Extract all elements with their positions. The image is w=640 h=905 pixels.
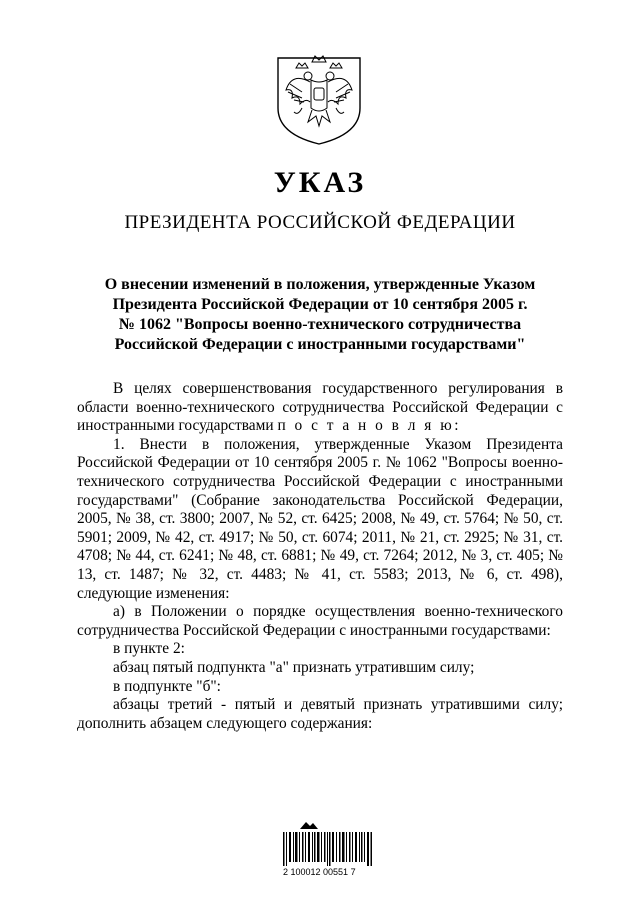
document-title: [70, 275, 570, 355]
intro-text: В целях совершенствования государственного регулирования в области военно-технического сотрудничества Российской Федерации с иностранными государствами: [77, 380, 563, 435]
barcode-number: 2 100012 00551 7: [283, 867, 356, 877]
intro-paragraph: [77, 380, 563, 436]
point-2-line: в пункте 2:: [113, 640, 185, 658]
document-body: [77, 380, 563, 733]
add-paragraph-line: дополнить абзацем следующего содержания:: [77, 714, 373, 732]
item-1-paragraph: 1. Внести в положения, утвержденные Указом Президента Российской Федерации от 10 сентября 2005 г. № 1062 "Вопросы военно-технического сотрудничества Российской Федерации с иностранными государствами" (Собрание законодательства Российской Федерации, 2005, № 38, ст. 3800; 2007, № 52, ст. 6425; 2008, № 49, ст. 5764; № 50, ст. 5901; 2009, № 42, ст. 4917; № 50, ст. 6074; 2011, № 21, ст. 2925; № 31, ст. 4708; № 44, ст. 6241; № 48, ст. 6881; № 49, ст. 7264; 2012, № 3, ст. 405; № 13, ст. 1487; № 32, ст. 4483; № 41, ст. 5583; 2013, № 6, ст. 498), следующие изменения:: [77, 435, 563, 602]
paragraph-5-line: абзац пятый подпункта "а" признать утратившим силу;: [113, 658, 475, 676]
document-type-heading: УКАЗ: [273, 166, 367, 199]
paragraphs-3-5-9-line: абзацы третий - пятый и девятый признать утратившими силу;: [113, 696, 563, 714]
item-a-paragraph: а) в Положении о порядке осуществления военно-технического сотрудничества Российской Федерации с иностранными государствами:: [77, 603, 563, 639]
title-line: Российской Федерации с иностранными государствами": [114, 336, 526, 353]
subpoint-b-line: в подпункте "б":: [113, 677, 221, 695]
barcode: [283, 820, 373, 900]
barcode-bars-icon: [283, 832, 373, 866]
coat-of-arms-emblem: [272, 50, 366, 148]
decree-word: п о с т а н о в л я ю:: [277, 417, 461, 435]
title-line: № 1062 "Вопросы военно-технического сотрудничества: [118, 316, 522, 333]
issuer-heading: ПРЕЗИДЕНТА РОССИЙСКОЙ ФЕДЕРАЦИИ: [124, 212, 516, 233]
title-line: О внесении изменений в положения, утвержденные Указом: [104, 276, 536, 293]
publisher-logo-icon: [299, 820, 319, 830]
title-line: Президента Российской Федерации от 10 сентября 2005 г.: [112, 296, 528, 313]
